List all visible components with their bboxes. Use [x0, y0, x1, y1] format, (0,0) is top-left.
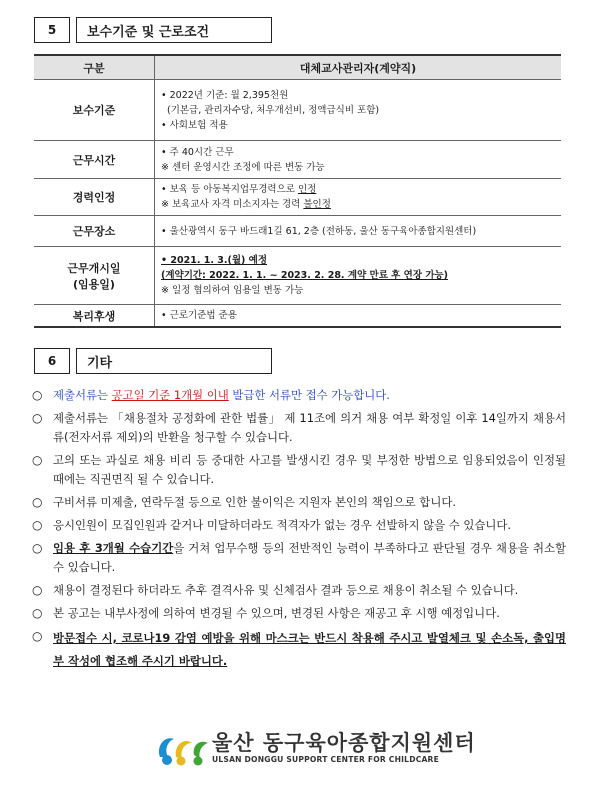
notice-item [32, 386, 566, 405]
notice-text: 제출서류는 「채용절차 공정화에 관한 법률」 제 11조에 의거 채용 여부 확정일 이후 14일까지 채용서류(전자서류 제외)의 반환을 청구할 수 있습니다. [53, 411, 566, 444]
circle-bullet-icon: ○ [32, 495, 43, 509]
row-content-career [155, 179, 562, 216]
row-label-pay: 보수기준 [34, 80, 155, 141]
notice-item [32, 604, 566, 623]
row-content-hours [155, 141, 562, 179]
conditions-table [34, 54, 561, 328]
pay-line-2: (기본급, 관리자수당, 처우개선비, 정액급식비 포함) [167, 104, 380, 116]
center-name [212, 731, 476, 764]
hours-line-1: • 주 40시간 근무 [161, 146, 234, 158]
notice-text: 구비서류 미제출, 연락두절 등으로 인한 불이익은 지원자 본인의 책임으로 합니다. [53, 495, 456, 509]
notice-item [32, 627, 566, 673]
notice-item [32, 409, 566, 447]
center-name-english: ULSAN DONGGU SUPPORT CENTER FOR CHILDCARE [212, 754, 439, 764]
section-title: 기타 [76, 348, 272, 374]
center-name-korean: 울산 동구육아종합지원센터 [212, 730, 476, 755]
row-label-place: 근무장소 [34, 216, 155, 247]
section-number: 6 [34, 348, 70, 374]
table-header-row [34, 55, 561, 80]
row-content-pay [155, 80, 562, 141]
row-content-place [155, 216, 562, 247]
start-label-1: 근무개시일 [67, 261, 121, 275]
row-content-start [155, 247, 562, 305]
row-label-hours: 근무시간 [34, 141, 155, 179]
row-content-welfare [155, 305, 562, 328]
career-line-2-text: ※ 보육교사 자격 미소지자는 경력 [161, 199, 304, 210]
circle-bullet-icon: ○ [32, 583, 43, 597]
notice-6-probation: 임용 후 3개월 수습기간 [53, 541, 174, 555]
table-row [34, 179, 561, 216]
circle-bullet-icon: ○ [32, 629, 43, 643]
start-line-2: (계약기간: 2022. 1. 1. ~ 2023. 2. 28. 계약 만료 후 연장 가능) [161, 270, 449, 281]
section-6-header [34, 348, 272, 374]
notice-text: 응시인원이 모집인원과 같거나 미달하더라도 적격자가 없는 경우 선발하지 않을 수 있습니다. [53, 518, 511, 532]
section-5-header [34, 17, 272, 43]
notice-6-rest: 을 거쳐 업무수행 등의 전반적인 능력이 부족하다고 판단될 경우 채용을 취소할 수 있습니다. [53, 541, 566, 574]
table-row [34, 141, 561, 179]
circle-bullet-icon: ○ [32, 541, 43, 555]
notice-1-deadline: 공고일 기준 1개월 이내 [111, 388, 229, 402]
header-position: 대체교사관리자(계약직) [155, 55, 562, 80]
center-logo [154, 727, 476, 767]
notice-item [32, 539, 566, 577]
hours-line-2: ※ 센터 운영시간 조정에 따른 변동 가능 [161, 161, 325, 173]
notice-item [32, 493, 566, 512]
place-line-1: • 울산광역시 동구 바드래1길 61, 2층 (전하동, 울산 동구육아종합지원센터) [161, 225, 477, 237]
circle-bullet-icon: ○ [32, 411, 43, 425]
notice-item [32, 581, 566, 600]
header-category: 구분 [34, 55, 155, 80]
notice-list [32, 386, 566, 677]
notice-text: 방문접수 시, 코로나19 감염 예방을 위해 마스크는 반드시 착용해 주시고 발열체크 및 손소독, 출입명부 작성에 협조해 주시기 바랍니다. [53, 631, 566, 668]
table-row [34, 216, 561, 247]
circle-bullet-icon: ○ [32, 388, 43, 402]
start-line-1: • 2021. 1. 3.(월) 예정 [161, 255, 268, 266]
notice-text: 고의 또는 과실로 채용 비리 등 중대한 사고를 발생시킨 경우 및 부정한 방법으로 임용되었음이 인정될 때에는 직권면직 될 수 있습니다. [53, 453, 566, 486]
row-label-start [34, 247, 155, 305]
notice-1-part-c: 발급한 서류만 접수 가능합니다. [228, 388, 390, 402]
career-line-1-text: • 보육 등 아동복지업무경력으로 [161, 184, 298, 195]
career-recognized: 인정 [297, 184, 317, 195]
notice-text [53, 386, 566, 405]
notice-text: 채용이 결정된다 하더라도 추후 결격사유 및 신체검사 결과 등으로 채용이 취소될 수 있습니다. [53, 583, 519, 597]
career-line-1 [161, 182, 555, 197]
center-logo-icon [154, 727, 212, 767]
row-label-welfare: 복리후생 [34, 305, 155, 328]
notice-text [53, 539, 566, 577]
circle-bullet-icon: ○ [32, 518, 43, 532]
section-title: 보수기준 및 근로조건 [76, 17, 272, 43]
pay-line-1: • 2022년 기준: 월 2,395천원 [161, 89, 289, 101]
start-label-2: (임용일) [73, 277, 115, 291]
table-row [34, 305, 561, 328]
start-line-3: ※ 일정 협의하여 임용일 변동 가능 [161, 285, 304, 296]
notice-item [32, 451, 566, 489]
notice-item [32, 516, 566, 535]
circle-bullet-icon: ○ [32, 453, 43, 467]
table-row [34, 80, 561, 141]
notice-text: 본 공고는 내부사정에 의하여 변경될 수 있으며, 변경된 사항은 재공고 후 시행 예정입니다. [53, 606, 500, 620]
section-number: 5 [34, 17, 70, 43]
career-line-2 [161, 197, 555, 212]
table-row [34, 247, 561, 305]
circle-bullet-icon: ○ [32, 606, 43, 620]
career-not-recognized: 불인정 [303, 199, 331, 210]
welfare-line-1: • 근로기준법 준용 [161, 310, 237, 321]
pay-line-3: • 사회보험 적용 [161, 119, 228, 131]
row-label-career: 경력인정 [34, 179, 155, 216]
notice-1-part-a: 제출서류는 [53, 388, 112, 402]
